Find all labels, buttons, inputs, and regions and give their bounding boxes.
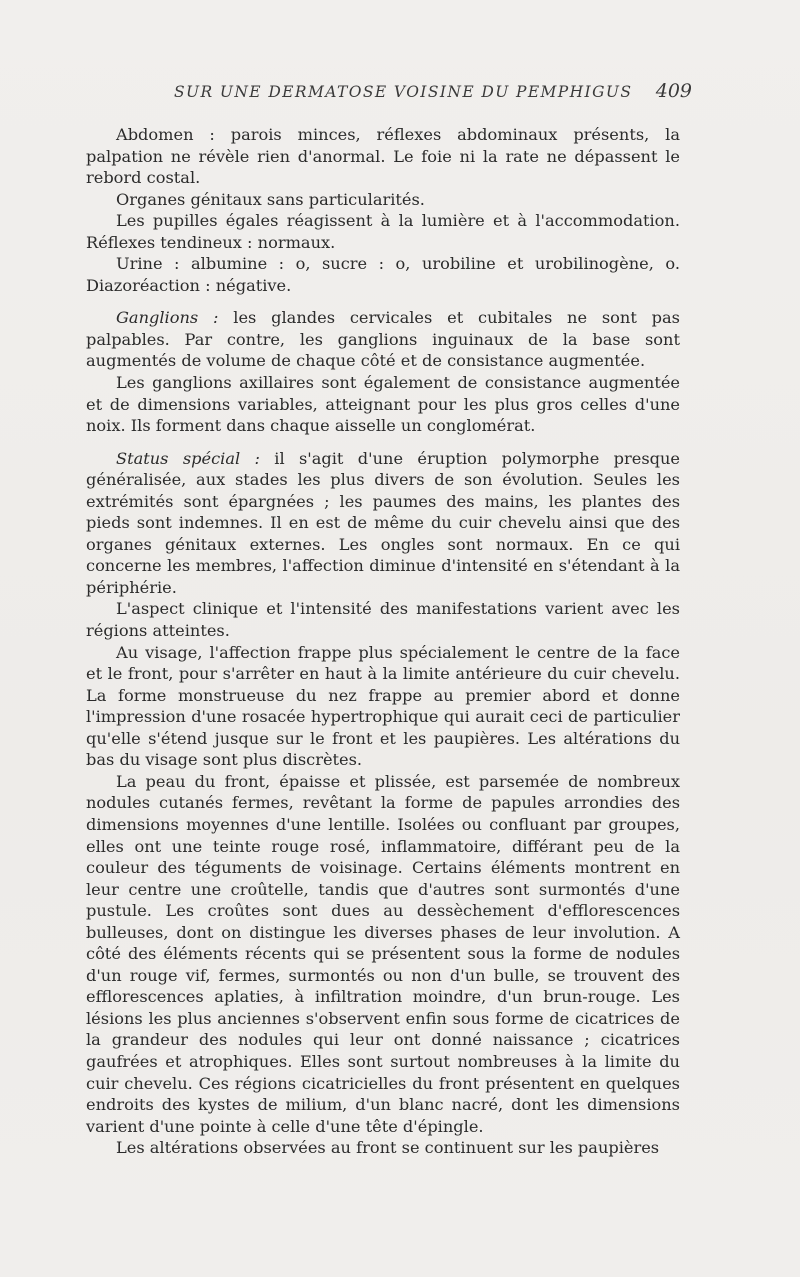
paragraph: Les ganglions axillaires sont également de consistance augmentée et de dimensions variables, atteignant pour les plus gros celles d'une noix. Ils forment dans chaque aisselle un conglomérat. xyxy=(86,373,680,436)
page-number: 409 xyxy=(655,80,692,102)
paragraph: Organes génitaux sans particularités. xyxy=(116,189,425,209)
paragraph: La peau du front, épaisse et plissée, est parsemée de nombreux nodules cutanés fermes, revêtant la forme de papules arrondies des dimensions moyennes d'une lentille. Isolées ou confluant par groupes, elles ont une teinte rouge rosé, inflammatoire, différant peu de la couleur des téguments de voisinage. Certains éléments montrent en leur centre une croûtelle, tandis que d'autres sont surmontés d'une pustule. Les croûtes sont dues au dessèchement d'efflorescences bulleuses, dont on distingue les diverses phases de leur involution. A côté des éléments récents qui se présentent sous la forme de nodules d'un rouge vif, fermes, surmontés ou non d'un bulle, se trouvent des efflorescences aplaties, à infiltration moindre, d'un brun-rouge. Les lésions les plus anciennes s'observent enfin sous forme de cicatrices de la grandeur des nodules qui leur ont donné naissance ; cicatrices gaufrées et atrophiques. Elles sont surtout nombreuses à la limite du cuir chevelu. Ces régions cicatricielles du front présentent en quelques endroits des kystes de milium, d'un blanc nacré, dont les dimensions varient d'une pointe à celle d'une tête d'épingle. xyxy=(86,771,680,1136)
body-text xyxy=(86,124,680,1159)
paragraph: L'aspect clinique et l'intensité des manifestations varient avec les régions atteintes. xyxy=(86,599,680,641)
paragraph: Abdomen : parois minces, réflexes abdominaux présents, la palpation ne révèle rien d'anormal. Le foie ni la rate ne dépassent le rebord costal. xyxy=(86,125,680,188)
paragraph: Urine : albumine : o, sucre : o, urobiline et urobilinogène, o. Diazoréaction : négative. xyxy=(86,254,680,295)
paragraph: Les pupilles égales réagissent à la lumière et à l'accommodation. Réflexes tendineux : normaux. xyxy=(86,211,680,252)
paragraph: Au visage, l'affection frappe plus spécialement le centre de la face et le front, pour s'arrêter en haut à la limite antérieure du cuir chevelu. La forme monstrueuse du nez frappe au premier abord et donne l'impression d'une rosacée hypertrophique qui aurait ceci de particulier qu'elle s'étend jusque sur le front et les paupières. Les altérations du bas du visage sont plus discrètes. xyxy=(86,642,680,770)
page-header xyxy=(86,80,692,110)
section-lead: Ganglions : xyxy=(116,308,219,328)
paragraph-status: Status spécial : il s'agit d'une éruption polymorphe presque généralisée, aux stades les plus divers de son évolution. Seules les extrémités sont épargnées ; les paumes des mains, les plantes des pieds sont indemnes. Il en est de même du cuir chevelu ainsi que des organes génitaux externes. Les ongles sont normaux. En ce qui concerne les membres, l'affection diminue d'intensité en s'étendant à la périphérie. xyxy=(86,448,680,597)
section-lead: Status spécial : xyxy=(116,448,260,468)
paragraph-ganglions: Ganglions : les glandes cervicales et cubitales ne sont pas palpables. Par contre, les ganglions inguinaux de la base sont augmentés de volume de chaque côté et de consistance augmentée. xyxy=(86,308,680,371)
running-title: SUR UNE DERMATOSE VOISINE DU PEMPHIGUS xyxy=(174,83,633,101)
paragraph: Les altérations observées au front se continuent sur les paupières xyxy=(116,1138,660,1158)
